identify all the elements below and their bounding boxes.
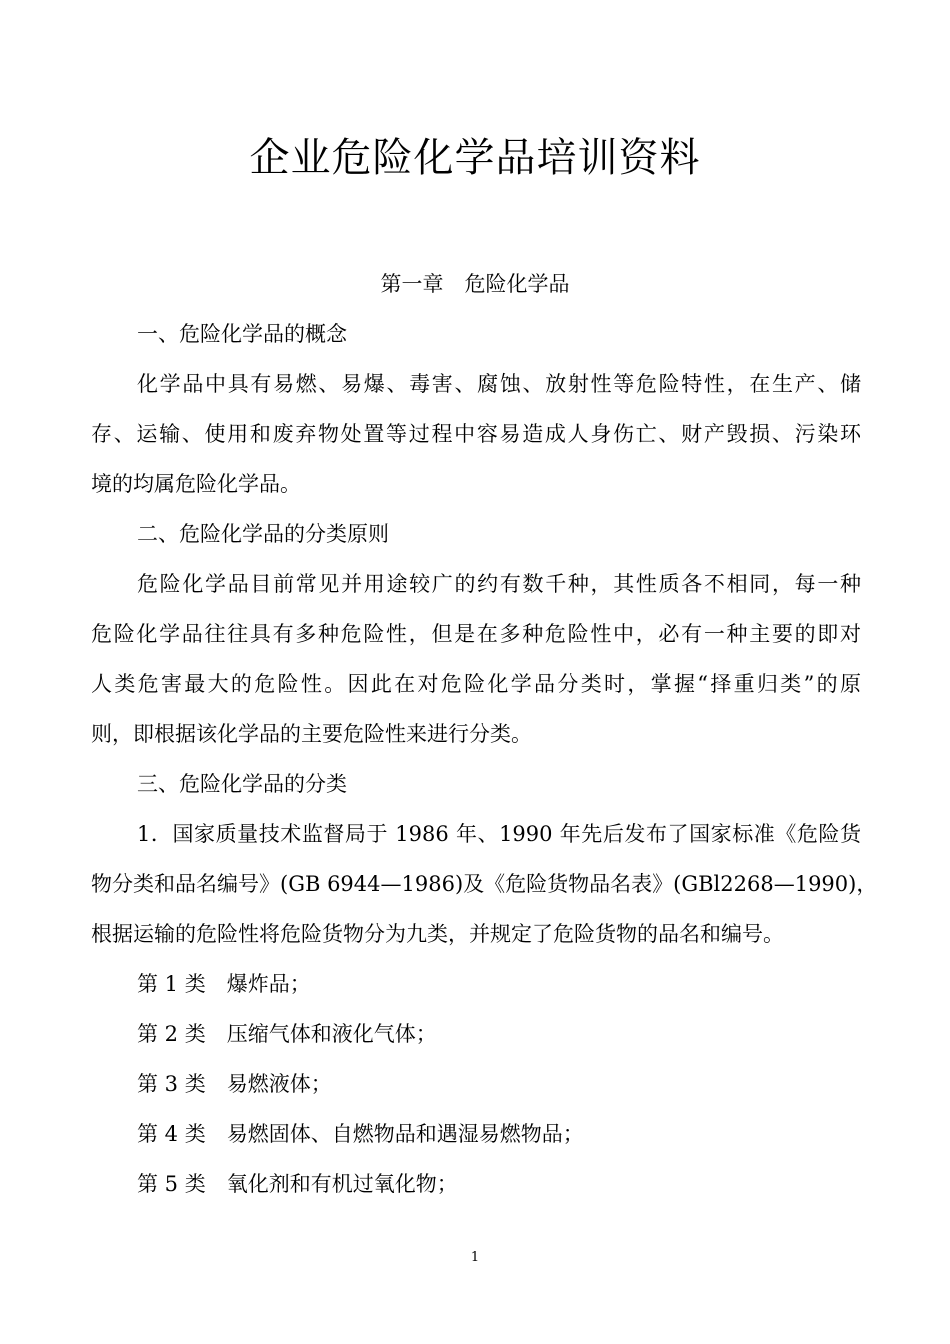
paragraph-line: 化学品中具有易燃、易爆、毒害、腐蚀、放射性等危险特性，在生产、储 (137, 372, 861, 396)
class-list-item: 第 5 类 氧化剂和有机过氧化物； (137, 1172, 458, 1196)
document-title: 企业危险化学品培训资料 (249, 135, 701, 181)
class-list-item: 第 1 类 爆炸品； (137, 972, 311, 996)
class-list-item: 第 3 类 易燃液体； (137, 1072, 332, 1096)
section-heading: 二、危险化学品的分类原则 (137, 522, 389, 546)
paragraph-line: 危险化学品往往具有多种危险性，但是在多种危险性中，必有一种主要的即对 (91, 622, 861, 646)
paragraph-line: 则，即根据该化学品的主要危险性来进行分类。 (91, 722, 532, 746)
chapter-heading: 第一章 危险化学品 (380, 272, 570, 296)
page-number: 1 (470, 1250, 480, 1265)
paragraph-line: 境的均属危险化学品。 (91, 472, 301, 496)
class-list-item: 第 4 类 易燃固体、自燃物品和遇湿易燃物品； (137, 1122, 584, 1146)
section-heading: 三、危险化学品的分类 (137, 772, 347, 796)
paragraph-line: 根据运输的危险性将危险货物分为九类，并规定了危险货物的品名和编号。 (91, 922, 784, 946)
class-list-item: 第 2 类 压缩气体和液化气体； (137, 1022, 437, 1046)
paragraph-line: 危险化学品目前常见并用途较广的约有数千种，其性质各不相同，每一种 (137, 572, 861, 596)
paragraph-line: 物分类和品名编号》(GB 6944—1986)及《危险货物品名表》(GBl2268—1990)， (91, 872, 878, 896)
paragraph-line: 存、运输、使用和废弃物处置等过程中容易造成人身伤亡、财产毁损、污染环 (91, 422, 861, 446)
paragraph-line: 人类危害最大的危险性。因此在对危险化学品分类时，掌握“择重归类”的原 (91, 672, 861, 696)
paragraph-line: 1．国家质量技术监督局于 1986 年、1990 年先后发布了国家标准《危险货 (137, 822, 861, 846)
section-heading: 一、危险化学品的概念 (137, 322, 347, 346)
